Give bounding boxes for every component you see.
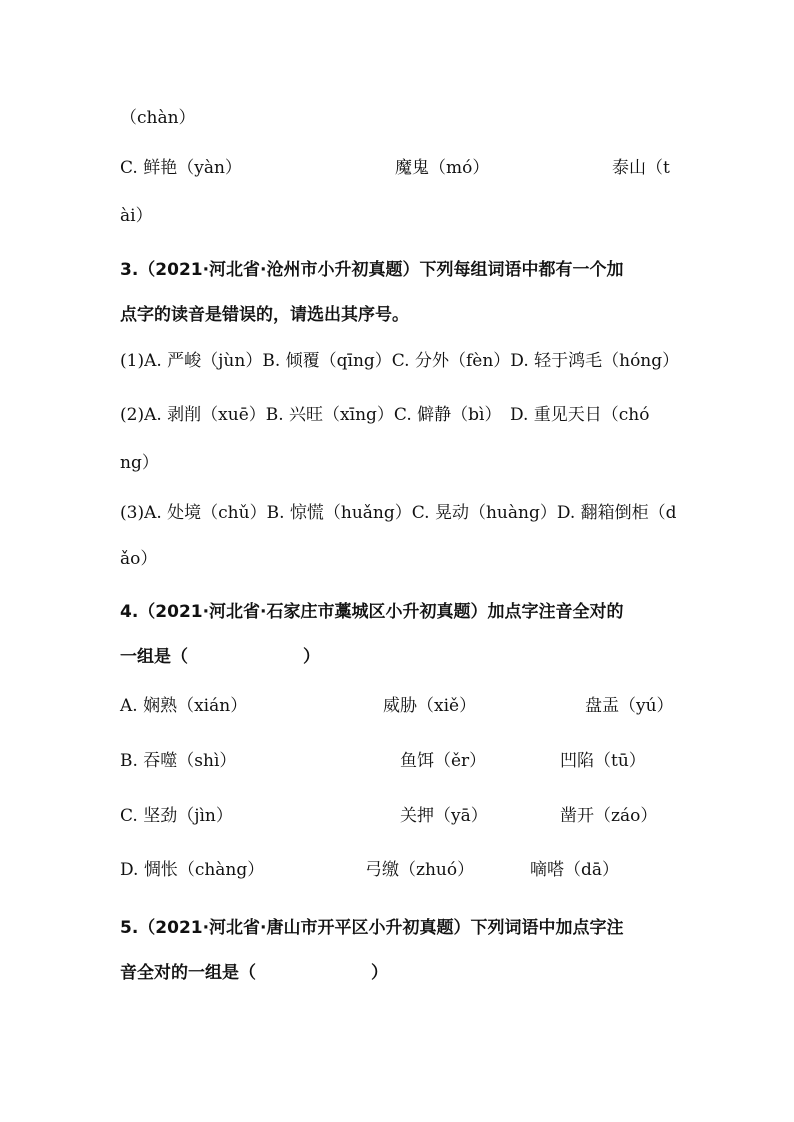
question-3-option-2-cont: ng） [120, 453, 159, 473]
question-5-title: 5.（2021·河北省·唐山市开平区小升初真题）下列词语中加点字注 [120, 918, 624, 938]
question-4-option-d-3: 嘀嗒（dā） [530, 860, 620, 880]
question-4-title: 4.（2021·河北省·石家庄市藁城区小升初真题）加点字注音全对的 [120, 602, 624, 622]
question-4-option-a-2: 威胁（xiě） [383, 696, 477, 716]
question-4-option-b-1: B. 吞噬（shì） [120, 751, 237, 771]
question-3-title-cont: 点字的读音是错误的，请选出其序号。 [120, 305, 409, 325]
question-4-option-d-1: D. 惆怅（chàng） [120, 860, 265, 880]
question-5-title-cont: 音全对的一组是（ ） [120, 963, 388, 983]
question-3-title: 3.（2021·河北省·沧州市小升初真题）下列每组词语中都有一个加 [120, 260, 624, 280]
question-4-option-c-1: C. 坚劲（jìn） [120, 806, 233, 826]
question-4-option-a-1: A. 娴熟（xián） [120, 696, 248, 716]
question-3-option-1: (1)A. 严峻（jùn）B. 倾覆（qīng）C. 分外（fèn）D. 轻于鸿毛（hóng） [120, 351, 680, 371]
question-4-option-c-2: 关押（yā） [400, 806, 488, 826]
question-4-option-d-2: 弓缴（zhuó） [365, 860, 475, 880]
option-c-2: 魔鬼（mó） [395, 158, 490, 178]
question-4-option-a-3: 盘盂（yú） [585, 696, 674, 716]
text-line: ài） [120, 206, 153, 226]
option-c-1: C. 鲜艳（yàn） [120, 158, 242, 178]
question-4-option-b-2: 鱼饵（ěr） [400, 751, 487, 771]
question-3-option-3-cont: ǎo） [120, 549, 158, 569]
question-4-title-cont: 一组是（ ） [120, 647, 320, 667]
text-line: （chàn） [120, 108, 196, 128]
option-c-3: 泰山（t [612, 158, 670, 178]
question-4-option-c-3: 凿开（záo） [560, 806, 658, 826]
question-3-option-2: (2)A. 剥削（xuē）B. 兴旺（xīng）C. 僻静（bì） D. 重见天日（chó [120, 405, 650, 425]
question-4-option-b-3: 凹陷（tū） [560, 751, 646, 771]
question-3-option-3: (3)A. 处境（chǔ）B. 惊慌（huǎng）C. 晃动（huàng）D. 翻箱倒柜（d [120, 503, 677, 523]
